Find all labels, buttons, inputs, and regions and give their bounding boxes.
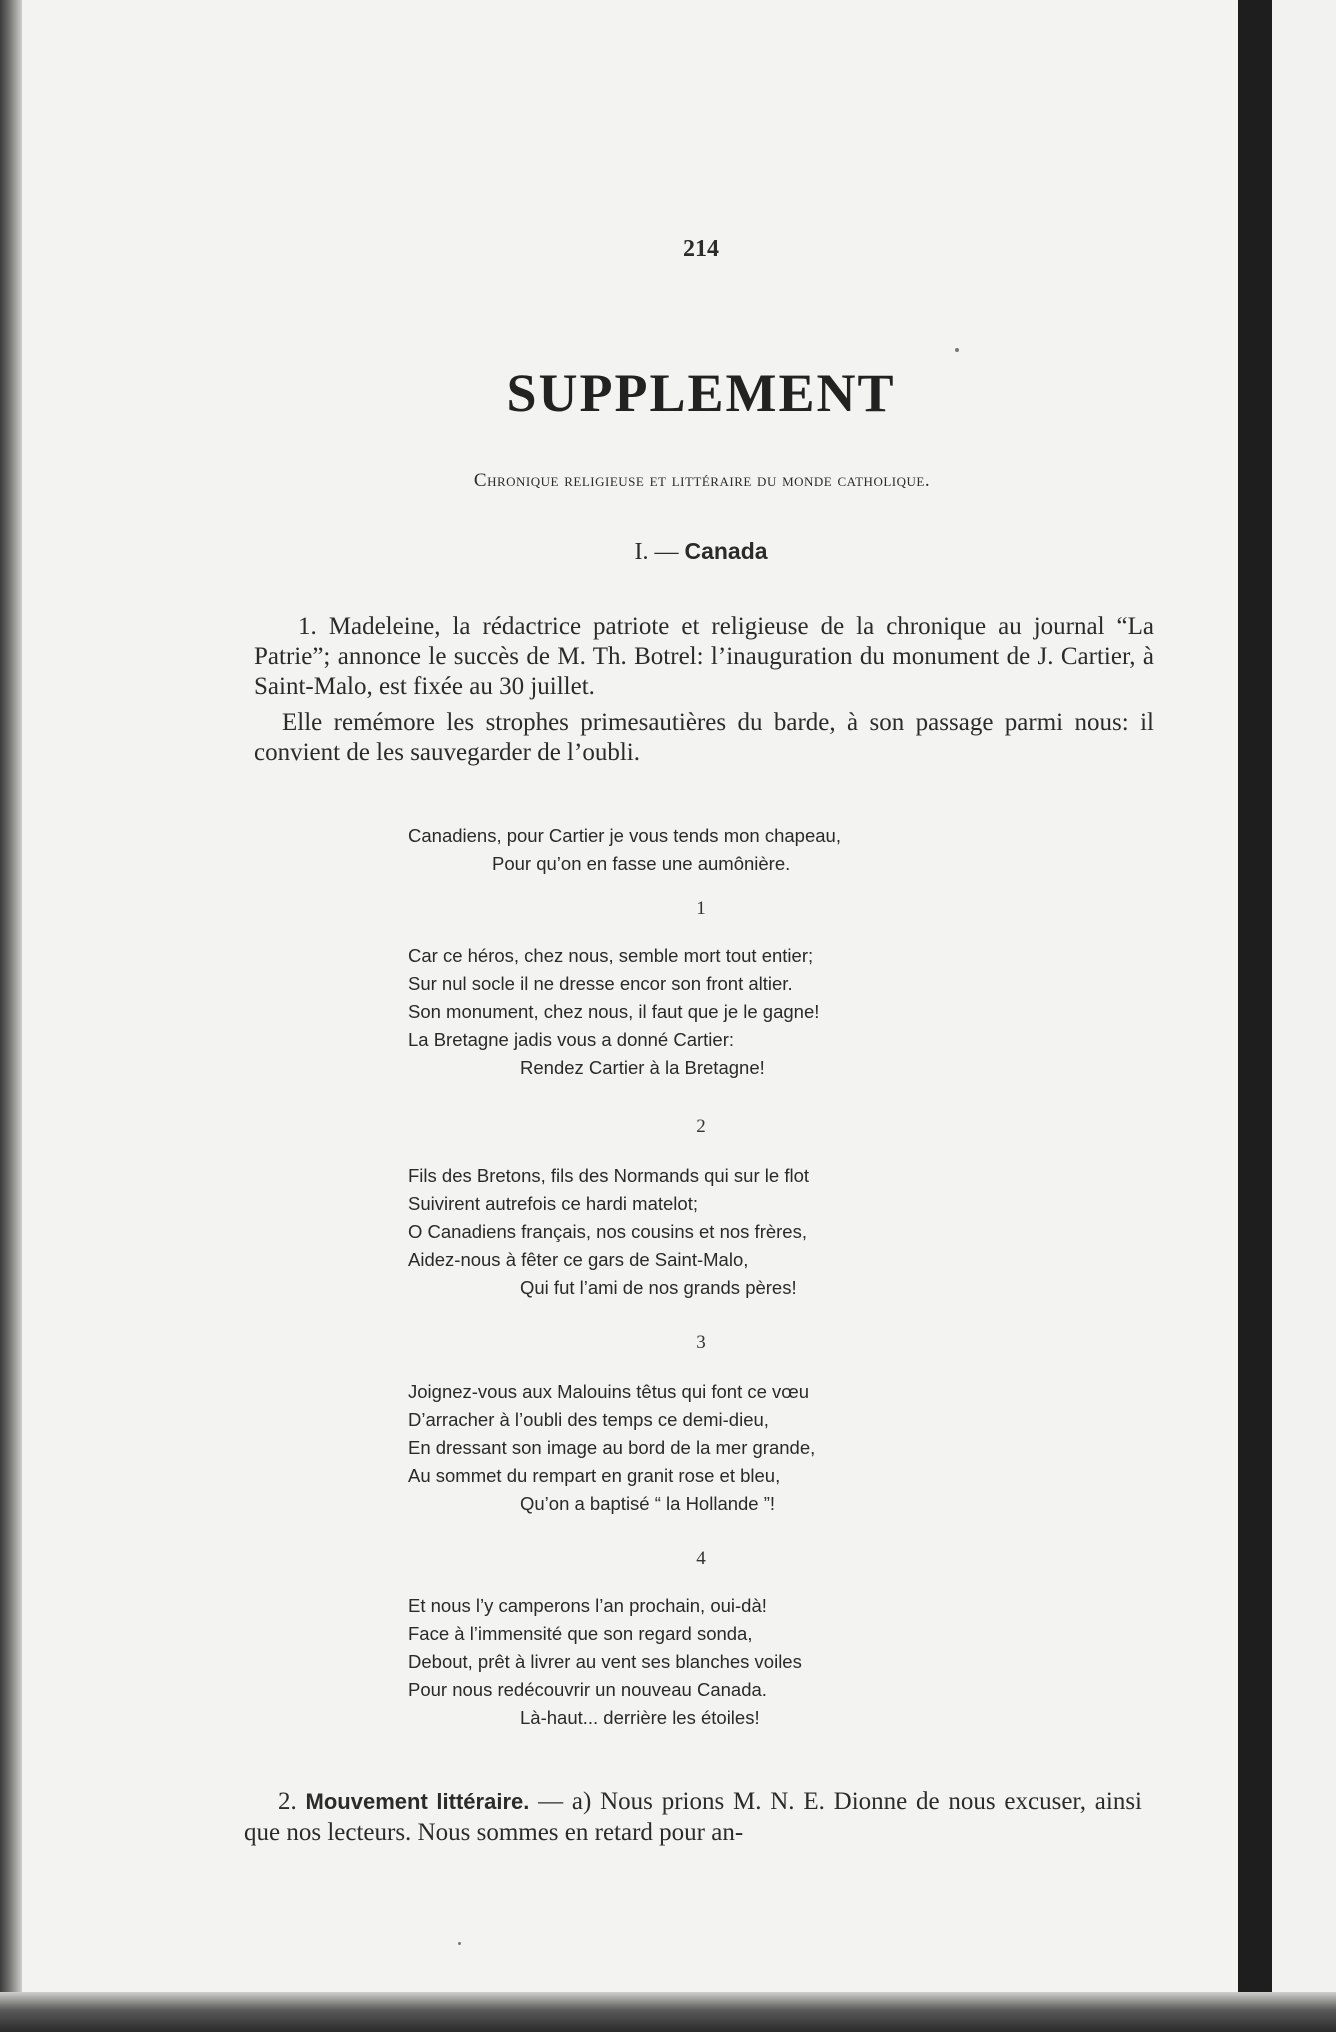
poem-line: Au sommet du rempart en granit rose et bleu, xyxy=(408,1465,781,1486)
poem-line: Joignez-vous aux Malouins têtus qui font ce vœu xyxy=(408,1381,810,1402)
stanza-2 xyxy=(408,1162,1048,1302)
page-number: 214 xyxy=(683,236,719,262)
section-prefix: I. — xyxy=(634,539,685,565)
poem-line: Qu’on a baptisé “ la Hollande ”! xyxy=(520,1493,776,1514)
paragraph-number: 2. xyxy=(278,1788,297,1815)
stanza-4 xyxy=(408,1592,1048,1732)
poem-line: Suivirent autrefois ce hardi matelot; xyxy=(408,1193,698,1214)
poem-line: Canadiens, pour Cartier je vous tends mon chapeau, xyxy=(408,825,841,846)
scan-left-edge xyxy=(0,0,22,2032)
poem-line: La Bretagne jadis vous a donné Cartier: xyxy=(408,1029,735,1050)
stanza-number: 2 xyxy=(696,1116,706,1137)
paragraph-heading: Mouvement littéraire. xyxy=(305,1789,530,1814)
poem-line: Là-haut... derrière les étoiles! xyxy=(520,1707,760,1728)
scan-gutter xyxy=(1238,0,1272,2032)
scan-speck xyxy=(955,348,959,352)
paragraph-1: 1. Madeleine, la rédactrice patriote et religieuse de la chronique au journal “La Patrie”; annonce le succès de M. Th. Botrel: l’inauguration du monument de J. Cartier, à Saint-Malo, est fixée au 30 juillet. xyxy=(254,613,1154,700)
stanza-number: 1 xyxy=(696,898,706,919)
section-heading xyxy=(0,538,1336,566)
paragraph-3 xyxy=(244,1786,1142,1848)
poem-line: Sur nul socle il ne dresse encor son front altier. xyxy=(408,973,793,994)
poem-line: Face à l’immensité que son regard sonda, xyxy=(408,1623,753,1644)
next-page-edge xyxy=(1272,0,1336,2032)
poem-line: Qui fut l’ami de nos grands pères! xyxy=(520,1277,797,1298)
poem-line: Pour nous redécouvrir un nouveau Canada. xyxy=(408,1679,767,1700)
paragraph-2: Elle remémore les strophes primesautières du barde, à son passage parmi nous: il convient de les sauvegarder de l’oubli. xyxy=(254,709,1154,766)
stanza-number: 4 xyxy=(696,1548,706,1569)
page-title: SUPPLEMENT xyxy=(506,363,896,423)
poem-line: D’arracher à l’oubli des temps ce demi-dieu, xyxy=(408,1409,769,1430)
poem-line: Fils des Bretons, fils des Normands qui sur le flot xyxy=(408,1165,809,1186)
scan-speck xyxy=(458,1942,461,1945)
section-name: Canada xyxy=(684,538,768,564)
poem-line: Car ce héros, chez nous, semble mort tout entier; xyxy=(408,945,814,966)
poem-line: Rendez Cartier à la Bretagne! xyxy=(520,1057,765,1078)
poem-line: Et nous l’y camperons l’an prochain, oui-dà! xyxy=(408,1595,767,1616)
stanza-number: 3 xyxy=(696,1332,706,1353)
poem-line: Aidez-nous à fêter ce gars de Saint-Malo, xyxy=(408,1249,749,1270)
scan-bottom-edge xyxy=(0,1992,1336,2032)
paragraph-text: — a) Nous prions M. N. E. Dionne de nous excuser, ainsi que nos lecteurs. Nous sommes en retard pour an- xyxy=(244,1788,1142,1846)
poem-line: En dressant son image au bord de la mer grande, xyxy=(408,1437,816,1458)
page-subtitle: Chronique religieuse et littéraire du monde catholique. xyxy=(473,470,931,491)
poem-line: Son monument, chez nous, il faut que je le gagne! xyxy=(408,1001,820,1022)
poem-line: O Canadiens français, nos cousins et nos frères, xyxy=(408,1221,807,1242)
stanza-1 xyxy=(408,942,1048,1082)
stanza-3 xyxy=(408,1378,1048,1518)
poem-line: Pour qu’on en fasse une aumônière. xyxy=(492,853,791,874)
poem-intro xyxy=(408,822,1048,878)
poem-line: Debout, prêt à livrer au vent ses blanches voiles xyxy=(408,1651,802,1672)
